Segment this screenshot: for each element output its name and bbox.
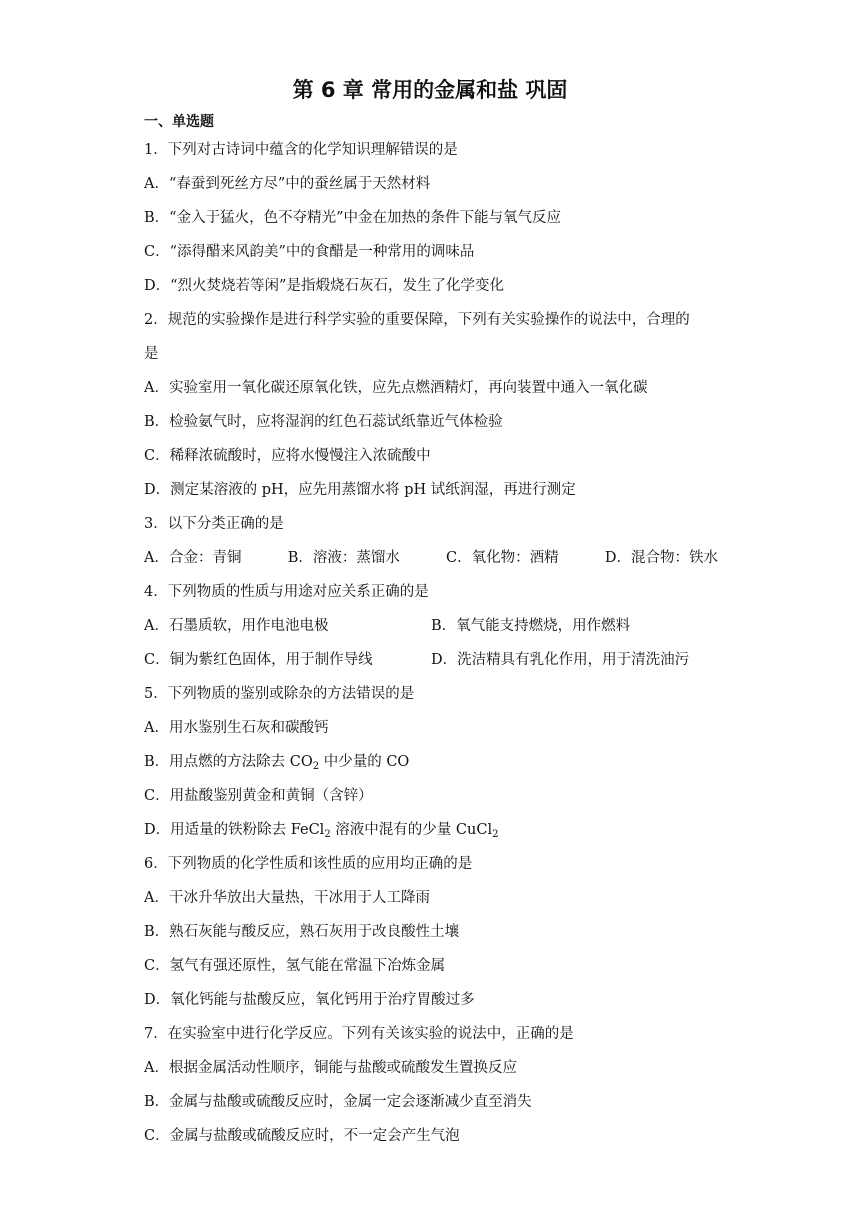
q5-d-text: D．用适量的铁粉除去 FeCl (144, 822, 325, 838)
q5-d-subscript-2: 2 (492, 829, 499, 840)
q5-b-subscript: 2 (312, 761, 320, 772)
question-4-option-d: D．洗洁精具有乳化作用，用于清洗油污 (431, 652, 690, 668)
question-7-option-a: A．根据金属活动性顺序，铜能与盐酸或硫酸发生置换反应 (144, 1060, 517, 1076)
question-3-option-a: A．合金：青铜 (144, 550, 242, 566)
question-2-option-b: B．检验氨气时，应将湿润的红色石蕊试纸靠近气体检验 (144, 414, 503, 430)
question-5-option-a: A．用水鉴别生石灰和碳酸钙 (144, 720, 329, 736)
question-6-option-b: B．熟石灰能与酸反应，熟石灰用于改良酸性土壤 (144, 924, 460, 940)
question-5-option-b (144, 751, 718, 785)
question-1-stem: 1．下列对古诗词中蕴含的化学知识理解错误的是 (144, 142, 458, 158)
question-4-option-b: B．氧气能支持燃烧，用作燃料 (431, 618, 631, 634)
question-4-stem: 4．下列物质的性质与用途对应关系正确的是 (144, 584, 429, 600)
question-4-options-row-2 (144, 649, 718, 683)
question-7-option-b: B．金属与盐酸或硫酸反应时，金属一定会逐渐减少直至消失 (144, 1094, 532, 1110)
section-heading: 一、单选题 (144, 114, 214, 130)
question-1-option-c: C．“添得醋来风韵美”中的食醋是一种常用的调味品 (144, 244, 475, 260)
question-2-option-c: C．稀释浓硫酸时，应将水慢慢注入浓硫酸中 (144, 448, 431, 464)
q5-d-subscript-1: 2 (324, 829, 331, 840)
q5-b-text-end: 中少量的 CO (319, 754, 410, 770)
question-3-stem: 3．以下分类正确的是 (144, 516, 284, 532)
q5-b-text: B．用点燃的方法除去 CO (144, 754, 313, 770)
question-4-option-a: A．石墨质软，用作电池电极 (144, 618, 329, 634)
question-7-stem: 7．在实验室中进行化学反应。下列有关该实验的说法中，正确的是 (144, 1026, 574, 1042)
question-1-option-b: B．“金入于猛火，色不夺精光”中金在加热的条件下能与氧气反应 (144, 210, 561, 226)
question-4-options-row-1 (144, 615, 718, 649)
question-6-option-a: A．干冰升华放出大量热，干冰用于人工降雨 (144, 890, 430, 906)
question-list (144, 139, 718, 1159)
question-5-option-d (144, 819, 718, 853)
question-2-option-a: A．实验室用一氧化碳还原氧化铁，应先点燃酒精灯，再向装置中通入一氧化碳 (144, 380, 648, 396)
question-2-stem-line-2: 是 (144, 346, 159, 362)
question-6-stem: 6．下列物质的化学性质和该性质的应用均正确的是 (144, 856, 473, 872)
question-7-option-c: C．金属与盐酸或硫酸反应时，不一定会产生气泡 (144, 1128, 460, 1144)
question-1-option-a: A．“春蚕到死丝方尽”中的蚕丝属于天然材料 (144, 176, 431, 192)
question-1-option-d: D．“烈火焚烧若等闲”是指煅烧石灰石，发生了化学变化 (144, 278, 504, 294)
question-5-stem: 5．下列物质的鉴别或除杂的方法错误的是 (144, 686, 415, 702)
question-3-option-b: B．溶液：蒸馏水 (287, 550, 400, 566)
page-title: 第 6 章 常用的金属和盐 巩固 (292, 78, 568, 102)
question-4-option-c: C．铜为紫红色固体，用于制作导线 (144, 652, 373, 668)
question-2-option-d: D．测定某溶液的 pH，应先用蒸馏水将 pH 试纸润湿，再进行测定 (144, 482, 576, 498)
q5-d-text-mid: 溶液中混有的少量 CuCl (330, 822, 493, 838)
question-3-option-d: D．混合物：铁水 (604, 550, 718, 566)
question-6-option-c: C．氢气有强还原性，氢气能在常温下冶炼金属 (144, 958, 446, 974)
question-6-option-d: D．氧化钙能与盐酸反应，氧化钙用于治疗胃酸过多 (144, 992, 475, 1008)
question-2-stem-line-1: 2．规范的实验操作是进行科学实验的重要保障，下列有关实验操作的说法中，合理的 (144, 312, 690, 328)
question-5-option-c: C．用盐酸鉴别黄金和黄铜（含锌） (144, 788, 373, 804)
question-3-options (144, 547, 718, 581)
question-3-option-c: C．氧化物：酒精 (446, 550, 559, 566)
